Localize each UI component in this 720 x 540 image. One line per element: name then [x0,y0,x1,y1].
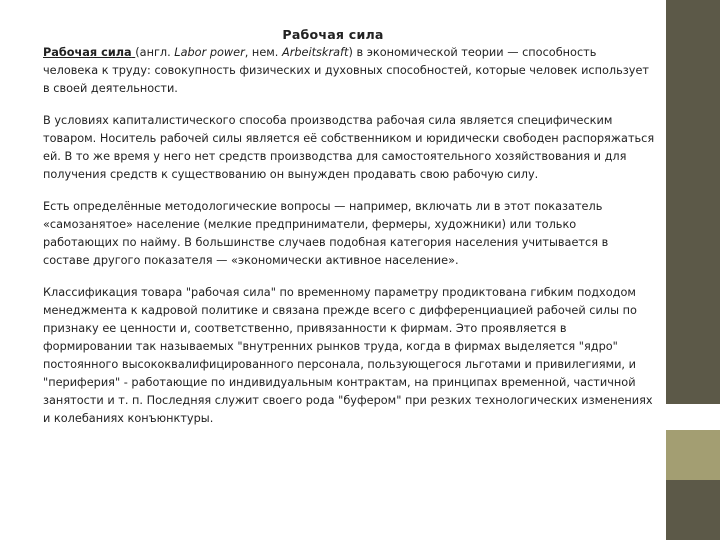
paragraph-classification: Классификация товара "рабочая сила" по временному параметру продиктована гибким подходом менеджмента к кадровой политике и связана прежде всего с дифференциацией рабочей силы по признаку ее ценности и, соответственно, привязанности к фирмам. Это проявляется в формировании так называемых "внутренних рынков труда, когда в фирмах выделяется "ядро" постоянного высококвалифицированного персонала, пользующегося льготами и привилегиями, и "периферия" - работающие по индивидуальным контрактам, на принципах временной, частичной занятости и т. п. Последняя служит своего рода "буфером" при резких технологических изменениях и колебаниях конъюнктуры. [43,286,653,425]
german-term: Arbeitskraft [281,46,349,59]
paragraph-definition [43,44,655,98]
english-term: Labor power [174,46,245,59]
paragraph-methodology: Есть определённые методологические вопросы — например, включать ли в этот показатель «самозанятое» население (мелкие предприниматели, фермеры, художники) или только работающих по найму. В большинстве случаев подобная категория населения учитывается в составе другого показателя — «экономически активное население». [43,200,609,267]
sidebar-decoration-bottom [666,480,720,540]
definition-text-part: , нем. [244,46,282,59]
definition-text-part: ) в экономической теории — способность человека к труду: совокупность физических и духовных способностей, которые человек использует в своей деятельности. [43,46,650,95]
slide-body [43,44,655,442]
sidebar-decoration-accent [666,430,720,480]
definition-text-part: (англ. [135,46,175,59]
defined-term: Рабочая сила [43,46,132,59]
paragraph-capitalism: В условиях капиталистического способа производства рабочая сила является специфическим товаром. Носитель рабочей силы является её собственником и юридически свободен распоряжаться ей. В то же время у него нет средств производства для самостоятельного хозяйствования и для получения средств к существованию он вынужден продавать свою рабочую силу. [43,114,655,181]
sidebar-decoration-top [666,0,720,404]
slide-title: Рабочая сила [282,27,384,42]
sidebar-decoration-gap [666,404,720,430]
